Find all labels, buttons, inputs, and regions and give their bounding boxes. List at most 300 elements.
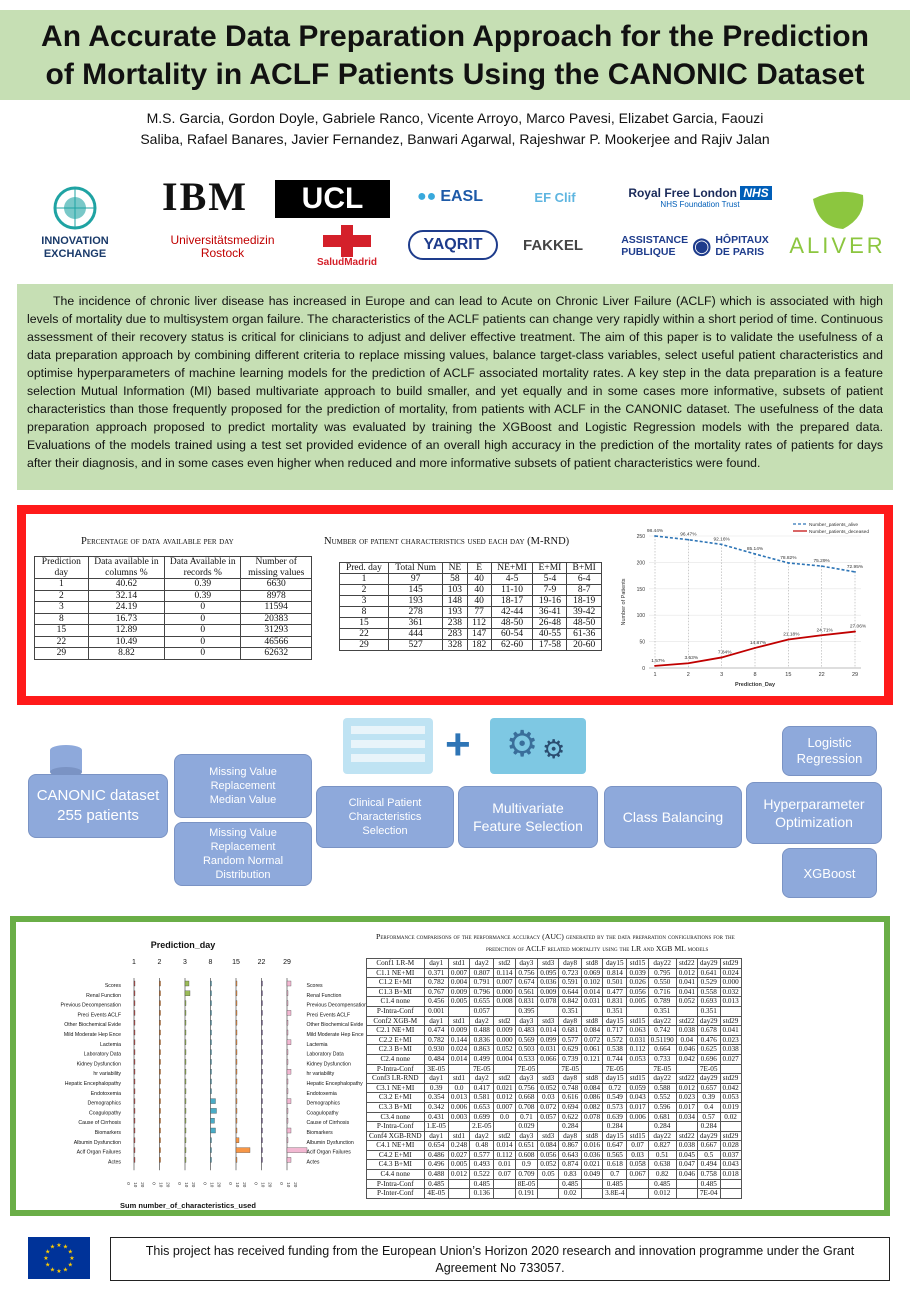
bar: [185, 1148, 186, 1153]
hyper-label: Hyperparameter Optimization: [763, 796, 865, 830]
table-cell: C3.3 B+MI: [367, 1102, 425, 1112]
table-cell: 0.066: [538, 1054, 559, 1064]
table-cell: 0.038: [720, 1045, 741, 1055]
bar: [134, 1079, 135, 1084]
table-cell: 0.038: [676, 1026, 697, 1036]
table-cell: 0.814: [603, 968, 627, 978]
table-cell: 0.03: [627, 1150, 648, 1160]
table-cell: [627, 1122, 648, 1132]
table-cell: 0.041: [676, 987, 697, 997]
category-label-right: Coagulopathy: [306, 1110, 339, 1117]
table-cell: day29: [697, 1131, 720, 1141]
table-header-cell: E: [467, 563, 491, 574]
table-cell: 0.486: [424, 1150, 448, 1160]
panel-tick-label: 20: [216, 1182, 222, 1188]
y-tick-label: 150: [636, 586, 645, 593]
bar: [236, 1010, 237, 1015]
table-cell: 0.795: [648, 968, 676, 978]
bar: [262, 981, 263, 986]
table-cell: 0.791: [470, 978, 494, 988]
bar: [287, 1069, 291, 1074]
table-cell: 0.095: [538, 968, 559, 978]
table-cell: C4.4 none: [367, 1170, 425, 1180]
bar: [236, 1089, 237, 1094]
bar: [185, 991, 190, 996]
performance-section: [10, 916, 890, 1216]
day-label: 15: [232, 959, 240, 966]
bar: [287, 1148, 307, 1153]
table-cell: 0.012: [676, 968, 697, 978]
bar: [134, 1108, 135, 1113]
xgboost-box: [782, 848, 877, 898]
table-cell: 0.657: [697, 1083, 720, 1093]
table-row: [35, 602, 312, 614]
bar: [262, 1079, 263, 1084]
table-cell: 283: [443, 629, 467, 640]
x-tick-label: 15: [785, 672, 792, 678]
table-cell: 0.014: [448, 1054, 469, 1064]
panel-tick-label: 20: [242, 1182, 247, 1188]
table-cell: 17-58: [533, 640, 567, 651]
table-cell: 0.043: [720, 1160, 741, 1170]
table-cell: 6630: [241, 579, 312, 591]
table-row: [367, 1083, 742, 1093]
panel-tick-label: 0: [151, 1182, 157, 1185]
table-cell: 0: [165, 613, 241, 625]
perf-caption-line1: Performance comparisons of the performance accuracy (AUC) generated by the data preparation configurations for the: [376, 932, 735, 941]
table-cell: 0.561: [515, 987, 538, 997]
bar: [160, 1010, 161, 1015]
table-cell: 0.82: [648, 1170, 676, 1180]
feature-selection-icon: [343, 718, 433, 774]
table-cell: day15: [603, 1074, 627, 1084]
table-cell: 15: [35, 625, 89, 637]
table-cell: 6-4: [567, 574, 602, 585]
table-cell: 0.072: [581, 1035, 602, 1045]
table-cell: 0.009: [538, 987, 559, 997]
table-cell: 0.499: [470, 1054, 494, 1064]
bar: [287, 1020, 288, 1025]
table-cell: 0.042: [720, 1083, 741, 1093]
bar: [287, 1118, 288, 1123]
bar: [236, 1030, 237, 1035]
table-row: [367, 1054, 742, 1064]
table-cell: 0.039: [627, 968, 648, 978]
table-cell: 0.678: [697, 1026, 720, 1036]
table-cell: 0.522: [470, 1170, 494, 1180]
table-cell: 7E-05: [559, 1064, 582, 1074]
table-cell: 0.102: [581, 978, 602, 988]
table-cell: 0.059: [627, 1083, 648, 1093]
table-cell: 0.012: [448, 1170, 469, 1180]
bar: [211, 1099, 216, 1104]
table-cell: 0.681: [648, 1112, 676, 1122]
xgboost-label: XGBoost: [803, 865, 856, 881]
bar: [287, 1030, 288, 1035]
table-cell: 0.550: [648, 978, 676, 988]
table-cell: 0.651: [515, 1141, 538, 1151]
table-cell: 0.000: [494, 1035, 515, 1045]
bar: [287, 981, 291, 986]
bar: [262, 1157, 263, 1162]
table-row: [35, 613, 312, 625]
bar: [287, 1099, 291, 1104]
table-cell: 0.569: [515, 1035, 538, 1045]
table-cell: day2: [470, 959, 494, 969]
table-cell: 0.000: [720, 978, 741, 988]
table-row: [367, 1150, 742, 1160]
data-label: 21.18%: [783, 632, 800, 638]
table-cell: 0.351: [697, 1006, 720, 1016]
bar: [185, 1157, 186, 1162]
table-cell: 0.485: [603, 1179, 627, 1189]
table-cell: 3.8E-4: [603, 1189, 627, 1199]
table-cell: 0.07: [494, 1170, 515, 1180]
title-line-2: of Mortality in ACLF Patients Using the CANONIC Dataset: [45, 58, 865, 91]
table-cell: 0.006: [627, 1112, 648, 1122]
table-cell: [627, 1189, 648, 1199]
table-cell: [627, 1179, 648, 1189]
category-label-right: Cause of Cirrhosis: [306, 1120, 350, 1127]
patients-line-chart: [611, 518, 881, 690]
table-cell: std29: [720, 1016, 741, 1026]
table-cell: [581, 1122, 602, 1132]
rostock-line-2: Rostock: [200, 246, 245, 260]
funding-line-1: This project has received funding from the European Union’s Horizon 2020 research and innovation programme under the Grant: [145, 1244, 855, 1258]
table-row: [340, 585, 602, 596]
data-point: [687, 539, 689, 541]
table-cell: [581, 1006, 602, 1016]
multivariate-selection-box: [458, 786, 598, 848]
ap-line-2: PUBLIQUE: [621, 246, 676, 258]
table-cell: day15: [603, 959, 627, 969]
table-cell: Conf4 XGB-RND: [367, 1131, 425, 1141]
table-cell: 4-5: [491, 574, 533, 585]
table-cell: [581, 1179, 602, 1189]
table-cell: C1.1 NE+MI: [367, 968, 425, 978]
bar: [211, 1128, 216, 1133]
table-cell: 7E-05: [515, 1064, 538, 1074]
authors-line-1: M.S. Garcia, Gordon Doyle, Gabriele Ranco, Vicente Arroyo, Marco Pavesi, Elizabet Garcia, Faouzi: [146, 110, 764, 126]
table-cell: 5-4: [533, 574, 567, 585]
table-cell: 0.496: [424, 1160, 448, 1170]
efclif-text: EF Clif: [534, 189, 576, 205]
table-cell: 361: [388, 618, 442, 629]
table-cell: C4.3 B+MI: [367, 1160, 425, 1170]
table-cell: 48-50: [567, 618, 602, 629]
y-tick-label: 100: [636, 613, 645, 620]
table-cell: [627, 1006, 648, 1016]
table-cell: 0.031: [538, 1045, 559, 1055]
table-cell: 62632: [241, 648, 312, 660]
table-cell: 0.084: [581, 1083, 602, 1093]
table-cell: std2: [494, 1131, 515, 1141]
category-label-right: Actes: [306, 1159, 320, 1166]
table-cell: 0.836: [470, 1035, 494, 1045]
bar: [236, 1138, 239, 1143]
bar: [236, 1079, 237, 1084]
logo-strip: [20, 170, 890, 275]
table-cell: 0.013: [448, 1093, 469, 1103]
table-cell: [448, 1122, 469, 1132]
logistic-regression-box: [782, 726, 877, 776]
bar: [160, 991, 161, 996]
table-cell: 0.83: [559, 1170, 582, 1180]
table-cell: day3: [515, 959, 538, 969]
table-cell: 0.572: [603, 1035, 627, 1045]
table-cell: 8-7: [567, 585, 602, 596]
table-cell: 0.72: [603, 1083, 627, 1093]
table-cell: 0.02: [559, 1189, 582, 1199]
table-cell: 0.654: [424, 1141, 448, 1151]
table-cell: P-Inter-Conf: [367, 1189, 425, 1199]
panel-tick-label: 0: [126, 1182, 131, 1185]
bar: [262, 1010, 263, 1015]
table-cell: 0.643: [559, 1150, 582, 1160]
table-cell: 46566: [241, 636, 312, 648]
table-cell: 0.693: [697, 997, 720, 1007]
day-label: 2: [157, 959, 162, 966]
bar: [160, 1118, 161, 1123]
multivariate-label: Multivariate Feature Selection: [473, 800, 583, 834]
table-cell: 0.045: [676, 1150, 697, 1160]
table-cell: 0.053: [627, 1054, 648, 1064]
table-cell: P-Intra-Conf: [367, 1064, 425, 1074]
table-cell: 0.052: [538, 1160, 559, 1170]
table-cell: [448, 1006, 469, 1016]
table-cell: 0.023: [720, 1035, 741, 1045]
bar: [262, 1128, 263, 1133]
table-row: [340, 574, 602, 585]
eu-star-icon: ★: [45, 1262, 51, 1269]
bar: [134, 1148, 135, 1153]
data-point: [687, 662, 689, 664]
table-cell: 0.351: [559, 1006, 582, 1016]
table-cell: 0.477: [603, 987, 627, 997]
table-cell: 0.046: [676, 1045, 697, 1055]
characteristics-bar-chart: [18, 928, 368, 1212]
eu-star-icon: ★: [56, 1269, 62, 1275]
table-cell: 0.485: [697, 1179, 720, 1189]
table-cell: 0.638: [648, 1160, 676, 1170]
table-header-cell: NE: [443, 563, 467, 574]
table-cell: std8: [581, 1074, 602, 1084]
table-cell: 0.005: [448, 1160, 469, 1170]
bar: [236, 1128, 237, 1133]
table-cell: 7E-05: [603, 1064, 627, 1074]
table-cell: 20-60: [567, 640, 602, 651]
table-cell: 0.57: [697, 1112, 720, 1122]
table-cell: C1.3 B+MI: [367, 987, 425, 997]
table-cell: 0.056: [538, 1150, 559, 1160]
table-cell: 0.009: [448, 987, 469, 997]
data-label: 78.82%: [780, 555, 797, 561]
table-cell: 0.39: [165, 579, 241, 591]
table-cell: 0.641: [697, 968, 720, 978]
table-cell: 0.061: [581, 1045, 602, 1055]
bar: [236, 1108, 237, 1113]
rostock-line-1: Universitätsmedizin: [170, 233, 275, 247]
table-cell: 2.E-05: [470, 1122, 494, 1132]
table-cell: 0.354: [424, 1093, 448, 1103]
ap-line-1: ASSISTANCE: [621, 234, 689, 246]
table-cell: 0.351: [648, 1006, 676, 1016]
table-header-cell: Pred. day: [340, 563, 389, 574]
bar: [134, 1050, 135, 1055]
table-cell: 0.021: [581, 1160, 602, 1170]
table-cell: 0.807: [470, 968, 494, 978]
data-label: 24.71%: [816, 628, 833, 634]
table-cell: 0.709: [515, 1170, 538, 1180]
table-cell: 0.017: [676, 1102, 697, 1112]
table-cell: 0.739: [559, 1054, 582, 1064]
gears-icon: ⚙ ⚙: [490, 718, 586, 774]
table-cell: 527: [388, 640, 442, 651]
easl-text: EASL: [440, 188, 483, 205]
table-cell: 0.782: [424, 978, 448, 988]
table-cell: C2.4 none: [367, 1054, 425, 1064]
table-cell: P-Intra-Conf: [367, 1006, 425, 1016]
panel-tick-label: 20: [165, 1182, 171, 1188]
bar: [236, 1148, 250, 1153]
bar: [211, 1138, 212, 1143]
table-cell: 8978: [241, 590, 312, 602]
bar: [134, 981, 135, 986]
table-cell: 0.558: [697, 987, 720, 997]
table-cell: 7E-04: [697, 1189, 720, 1199]
bar: [160, 1079, 161, 1084]
table-cell: 0.043: [627, 1093, 648, 1103]
panel-tick-label: 0: [202, 1182, 208, 1185]
eu-star-icon: ★: [69, 1256, 75, 1262]
table-cell: 0.529: [697, 978, 720, 988]
table-row: [367, 1112, 742, 1122]
liver-icon: [808, 187, 868, 233]
table-cell: 0.005: [448, 997, 469, 1007]
bar: [134, 1118, 135, 1123]
table-cell: 0.029: [515, 1122, 538, 1132]
table-cell: 10.49: [88, 636, 165, 648]
category-label: Renal Function: [86, 992, 121, 999]
table-cell: 60-54: [491, 629, 533, 640]
data-point: [821, 565, 823, 567]
x-tick-label: 8: [753, 672, 757, 678]
table-cell: 2: [35, 590, 89, 602]
table-cell: 0.012: [648, 1189, 676, 1199]
table-cell: 0.018: [720, 1170, 741, 1180]
category-label: Coagulopathy: [88, 1110, 121, 1117]
table-cell: 0.723: [559, 968, 582, 978]
table-cell: 0.049: [581, 1170, 602, 1180]
panel-tick-label: 10: [286, 1182, 291, 1188]
bar: [287, 1050, 288, 1055]
hp-line-2: DE PARIS: [715, 246, 765, 258]
table-cell: 0.71: [515, 1112, 538, 1122]
clinical-label: Clinical Patient Characteristics Selection: [348, 797, 422, 837]
table-cell: 0: [165, 648, 241, 660]
table-cell: 48-50: [491, 618, 533, 629]
table-row: [367, 1016, 742, 1026]
eu-star-icon: ★: [62, 1267, 69, 1274]
table-cell: 20383: [241, 613, 312, 625]
category-label-right: Laboratory Data: [306, 1051, 344, 1058]
category-label: Demographics: [87, 1100, 121, 1107]
table-cell: std2: [494, 1016, 515, 1026]
table-cell: 0.655: [470, 997, 494, 1007]
table-row: [367, 959, 742, 969]
efclif-logo: [510, 180, 600, 214]
table-cell: day1: [424, 1131, 448, 1141]
royal-free-logo: [625, 180, 775, 214]
data-point: [821, 634, 823, 636]
table-cell: 0.000: [494, 987, 515, 997]
panel-tick-label: 10: [158, 1182, 164, 1188]
table-cell: [494, 1006, 515, 1016]
table-cell: 0.831: [515, 997, 538, 1007]
table-cell: std8: [581, 1016, 602, 1026]
table-cell: 7E-05: [470, 1064, 494, 1074]
table-cell: 0.032: [720, 987, 741, 997]
table-cell: 29: [35, 648, 89, 660]
bar: [211, 1040, 212, 1045]
table-cell: 0.004: [448, 978, 469, 988]
x-tick-label: 2: [686, 672, 690, 678]
table-cell: Conf2 XGB-M: [367, 1016, 425, 1026]
table-cell: 29: [340, 640, 389, 651]
bar: [160, 1157, 161, 1162]
table-cell: 61-36: [567, 629, 602, 640]
eu-star-icon: ★: [67, 1249, 73, 1256]
table-cell: std3: [538, 1016, 559, 1026]
funding-statement: [110, 1237, 890, 1281]
abstract-box: [17, 284, 893, 490]
fakkel-logo: [508, 228, 598, 262]
table-cell: 0.284: [559, 1122, 582, 1132]
ucl-logo: [275, 180, 390, 218]
dataset-label: CANONIC dataset 255 patients: [36, 787, 160, 824]
table-cell: 0.831: [603, 997, 627, 1007]
table-cell: 1.E-05: [424, 1122, 448, 1132]
category-label: Scores: [104, 983, 121, 989]
table-cell: 62-60: [491, 640, 533, 651]
bar: [185, 1001, 186, 1006]
table-header-cell: Data Available in records %: [165, 557, 241, 579]
category-label: Actes: [108, 1159, 121, 1166]
table-row: [367, 1141, 742, 1151]
bar: [134, 1010, 135, 1015]
table-cell: 40: [467, 585, 491, 596]
table-cell: 0.577: [470, 1150, 494, 1160]
bar: [236, 1118, 237, 1123]
table-cell: [494, 1064, 515, 1074]
bar: [160, 1148, 161, 1153]
bar: [287, 1059, 288, 1064]
table-cell: C4.1 NE+MI: [367, 1141, 425, 1151]
table-cell: 0.681: [559, 1026, 582, 1036]
table-cell: std15: [627, 1131, 648, 1141]
table-cell: 2: [340, 585, 389, 596]
bar: [185, 1059, 186, 1064]
data-label: 96.47%: [680, 532, 697, 538]
table-row: [367, 987, 742, 997]
bar: [160, 1050, 161, 1055]
canonic-dataset-box: [28, 774, 168, 838]
table-cell: 11594: [241, 602, 312, 614]
bar: [236, 1059, 237, 1064]
table-header-row: [340, 563, 602, 574]
category-label-right: Preci Events ACLF: [306, 1012, 351, 1019]
panel-tick-label: 10: [184, 1182, 189, 1188]
